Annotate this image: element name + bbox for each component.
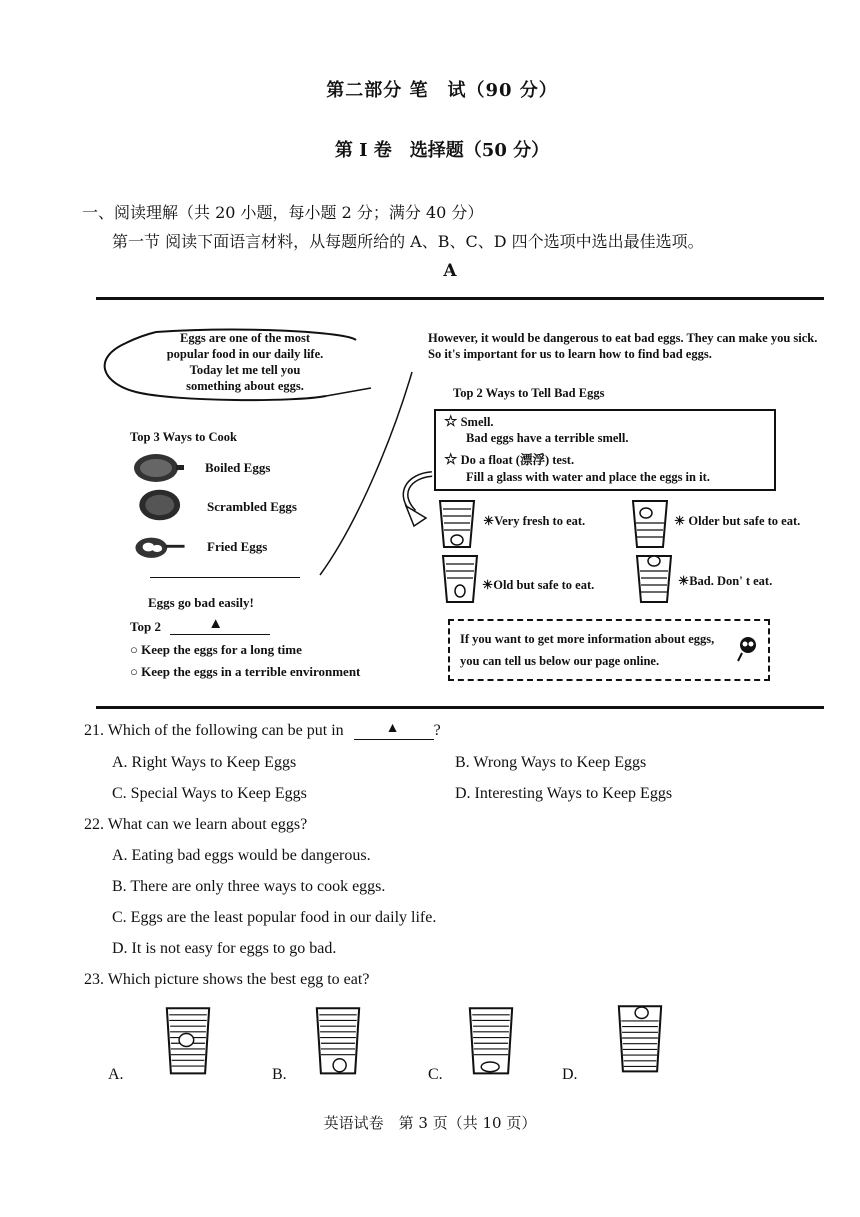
sun-icon: ☀ [482,578,494,592]
result-label: Bad. Don' t eat. [689,574,773,588]
glass-icon [160,1005,216,1075]
section-instruction: 第一节 阅读下面语言材料，从每题所给的 A、B、C、D 四个选项中选出最佳选项。 [112,232,704,251]
blank-line [170,616,270,635]
blank-triangle: ▲ [208,616,224,632]
glass-icon [310,1005,366,1075]
speech-line: popular food in our daily life. [166,347,324,361]
speech-line: Eggs are one of the most [180,331,310,345]
result-text [483,513,585,529]
question-number: 21. [84,722,104,739]
speech-line: something about eggs. [186,379,304,393]
question-number: 23. [84,971,104,988]
top2-label-text: Top 2 [130,619,161,634]
tell-title: Top 2 Ways to Tell Bad Eggs [453,386,605,400]
float-method [444,452,574,468]
keep-item: ○ Keep the eggs for a long time [130,642,302,657]
cook-item: Fried Eggs [207,539,268,554]
option-d: D. Interesting Ways to Keep Eggs [455,785,673,802]
result-label: Very fresh to eat. [494,514,586,528]
fried-egg-pan-icon [134,530,186,564]
boiled-egg-pan-icon [132,451,184,485]
option-a: A. Eating bad eggs would be dangerous. [112,847,371,864]
sun-icon: ☀ [678,574,690,588]
option-c: C. Special Ways to Keep Eggs [112,785,307,802]
question-stem-end: ? [433,722,441,739]
float-text: Fill a glass with water and place the eggs in it. [466,470,710,484]
option-a-label: A. [108,1066,124,1083]
page-footer: 英语试卷 第 3 页（共 10 页） [323,1114,537,1132]
keep-item-text: Keep the eggs for a long time [141,642,302,657]
result-text [678,573,772,589]
glass-icon [437,497,477,549]
option-c-label: C. [428,1066,443,1083]
option-c: C. Eggs are the least popular food in our daily life. [112,909,437,926]
curved-arrow-icon [392,470,442,530]
blank-line [354,721,434,740]
glass-icon [634,552,674,604]
option-b: B. There are only three ways to cook eggs. [112,878,386,895]
top2-label [130,616,270,635]
cook-item: Scrambled Eggs [207,499,297,514]
part-title: 第二部分 笔 试（90 分） [326,80,558,101]
glass-icon [440,552,480,604]
sun-icon: ☀ [483,514,495,528]
question-22 [84,816,307,834]
result-label: Older but safe to eat. [688,514,801,528]
info-line: If you want to get more information about eggs, [460,632,715,646]
question-stem: What can we learn about eggs? [107,816,308,833]
cook-item: Boiled Eggs [205,460,271,475]
question-23 [84,971,369,989]
go-bad-text: Eggs go bad easily! [148,595,254,610]
question-21 [84,722,441,740]
star-icon: ☆ [444,414,458,430]
speech-line: Today let me tell you [189,363,301,377]
egg-mascot-icon [734,635,760,663]
smell-title: Smell. [460,415,494,429]
star-icon: ☆ [444,452,458,468]
smell-text: Bad eggs have a terrible smell. [466,431,629,445]
info-box [448,619,770,681]
option-d-label: D. [562,1066,578,1083]
sun-icon: ☀ [674,514,686,528]
option-d: D. It is not easy for eggs to go bad. [112,940,337,957]
info-line: you can tell us below our page online. [460,654,660,668]
blank-triangle: ▲ [385,721,400,736]
option-b: B. Wrong Ways to Keep Eggs [455,754,647,771]
passage-letter: A [443,261,457,281]
glass-icon [630,497,670,549]
glass-icon [463,1005,519,1075]
cook-title: Top 3 Ways to Cook [130,430,237,444]
glass-icon [612,1003,668,1073]
poster-bottom-rule [96,706,824,709]
section-heading: 一、阅读理解（共 20 小题，每小题 2 分；满分 40 分） [82,203,484,222]
option-b-label: B. [272,1066,287,1083]
keep-item-text: Keep the eggs in a terrible environment [141,664,361,679]
question-stem: Which picture shows the best egg to eat? [107,971,370,988]
question-number: 22. [84,816,104,833]
scrambled-egg-pan-icon [132,488,184,522]
result-text [482,577,594,593]
option-a: A. Right Ways to Keep Eggs [112,754,297,771]
question-stem: Which of the following can be put in [107,722,344,739]
keep-item: ○ Keep the eggs in a terrible environment [130,664,361,679]
smell-method [444,414,494,430]
result-text [674,513,800,529]
methods-box [434,409,776,491]
result-label: Old but safe to eat. [493,578,595,592]
pan-base-line [150,577,300,578]
poster-top-rule [96,297,824,300]
float-title: Do a float (漂浮) test. [460,453,575,467]
volume-title: 第 Ⅰ 卷 选择题（50 分） [334,140,550,161]
intro-text: However, it would be dangerous to eat bad eggs. They can make you sick. So it's important for us to learn how to find bad eggs. [428,331,818,361]
